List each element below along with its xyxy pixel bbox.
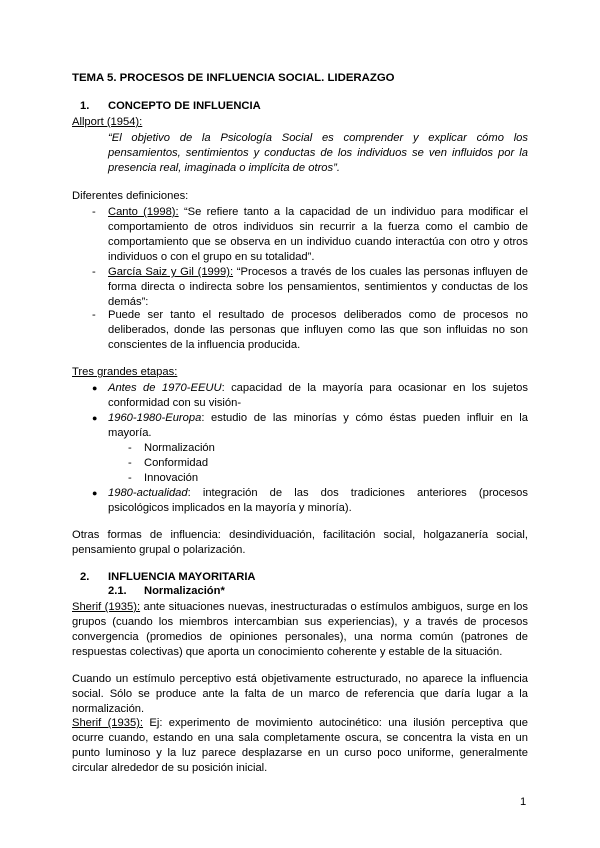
stages-label: Tres grandes etapas: — [72, 366, 178, 378]
stage-item-2 — [92, 411, 528, 441]
bullet-icon: ● — [92, 383, 98, 393]
sub-item-text: Innovación — [144, 472, 199, 484]
section-2-number: 2. — [80, 571, 90, 583]
sherif-paragraph-2 — [72, 716, 528, 776]
dash-marker: - — [92, 266, 96, 278]
allport-reference: Allport (1954): — [72, 116, 143, 128]
bullet-icon: ● — [92, 488, 98, 498]
sub-item-innovacion — [128, 471, 199, 486]
document-title: TEMA 5. PROCESOS DE INFLUENCIA SOCIAL. LIDERAZGO — [72, 72, 395, 84]
sub-item-normalizacion — [128, 441, 215, 456]
definition-ref: García Saiz y Gil (1999): — [108, 266, 234, 278]
stage-period: 1980-actualidad — [108, 487, 188, 499]
definition-ref: Canto (1998): — [108, 206, 179, 218]
section-1-number: 1. — [80, 100, 90, 112]
definition-item-deliberate — [92, 308, 528, 353]
bullet-icon: ● — [92, 413, 98, 423]
stage-text: : integración de las dos tradiciones anteriores (procesos psicológicos implicados en la mayoría y minoría). — [108, 487, 528, 514]
paragraph-text: Ej: experimento de movimiento autocinético: una ilusión perceptiva que ocurre cuando, estando en una sala completamente oscura, se concentra la vista en un punto luminoso y la luz parece desplazarse en un curso poco uniforme, generalmente circular alrededor de su posición inicial. — [72, 717, 528, 774]
page-number: 1 — [520, 796, 527, 808]
definition-text: Puede ser tanto el resultado de procesos deliberados como de procesos no deliberados, donde las personas que influyen como las que son influidas no son conscientes de la influencia producida. — [108, 309, 528, 351]
dash-marker: - — [128, 457, 132, 469]
definition-text: “Se refiere tanto a la capacidad de un individuo para modificar el comportamiento de otros individuos sin recurrir a la fuerza como el cambio de comportamiento que se observa en un individuo cuando interactúa con otro y otros individuos o con el grupo en su totalidad”. — [108, 206, 528, 263]
stage-text: : estudio de las minorías y cómo éstas pueden influir en la mayoría. — [108, 412, 528, 439]
dash-marker: - — [128, 442, 132, 454]
sherif-reference: Sherif (1935): — [72, 601, 141, 613]
definitions-label: Diferentes definiciones: — [72, 190, 189, 202]
perceptual-stimulus-paragraph: Cuando un estímulo perceptivo está objetivamente estructurado, no aparece la influencia social. Sólo se produce ante la falta de un marco de referencia que daría lugar a la normalización. — [72, 673, 528, 715]
stage-period: Antes de 1970-EEUU — [108, 382, 222, 394]
subsection-2-1-heading: Normalización* — [144, 585, 225, 597]
stage-item-1 — [92, 381, 528, 411]
section-1-heading: CONCEPTO DE INFLUENCIA — [108, 100, 261, 112]
section-2-heading: INFLUENCIA MAYORITARIA — [108, 571, 256, 583]
other-forms-paragraph: Otras formas de influencia: desindividuación, facilitación social, holgazanería social, pensamiento grupal o polarización. — [72, 529, 528, 556]
definition-item-garcia — [92, 265, 528, 310]
dash-marker: - — [128, 472, 132, 484]
stage-period: 1960-1980-Europa — [108, 412, 202, 424]
definition-text: “Procesos a través de los cuales las personas influyen de forma directa o indirecta sobre los pensamientos, sentimientos y conductas de los demás”: — [108, 266, 528, 308]
sherif-reference: Sherif (1935): — [72, 717, 144, 729]
sub-item-text: Normalización — [144, 442, 215, 454]
dash-marker: - — [92, 309, 96, 321]
stage-item-3 — [92, 486, 528, 516]
dash-marker: - — [92, 206, 96, 218]
subsection-2-1-number: 2.1. — [108, 585, 127, 597]
sub-item-text: Conformidad — [144, 457, 209, 469]
allport-quote: “El objetivo de la Psicología Social es comprender y explicar cómo los pensamientos, sentimientos y conductas de los individuos se ven influidos por la presencia real, imaginada o implícita de otros”. — [108, 132, 528, 174]
definition-item-canto — [92, 205, 528, 265]
sub-item-conformidad — [128, 456, 209, 471]
sherif-paragraph-1 — [72, 600, 528, 660]
stage-text: : capacidad de la mayoría para ocasionar en los sujetos conformidad con su visión- — [108, 382, 528, 409]
paragraph-text: ante situaciones nuevas, inestructuradas o estímulos ambiguos, surge en los grupos (cuando los miembros intercambian sus experiencias), y a través de procesos convergencia (promedios de opiniones personales), una norma común (patrones de respuestas colectivas) que aporta un conocimiento coherente y estable de la situación. — [72, 601, 528, 658]
